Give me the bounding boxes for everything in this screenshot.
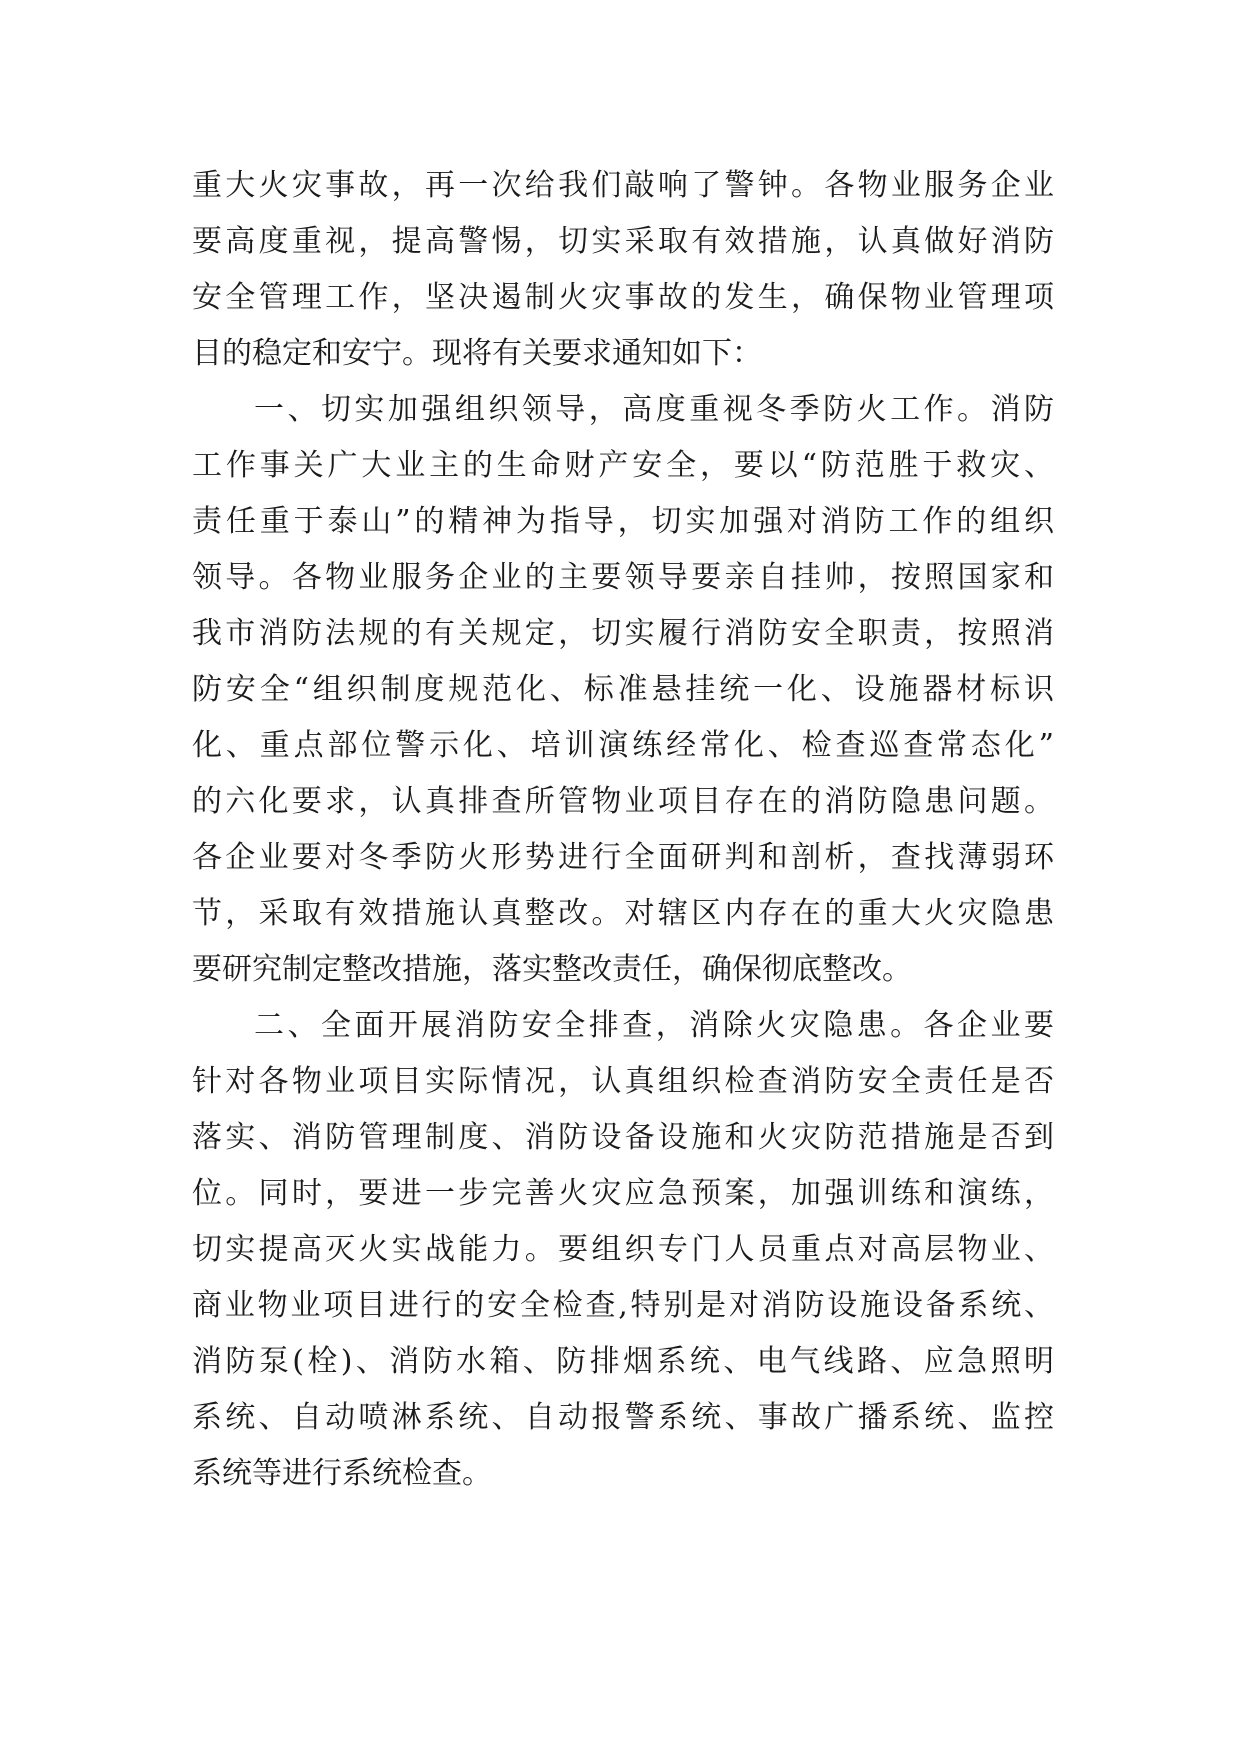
text-line: 系统、自动喷淋系统、自动报警系统、事故广播系统、监控	[192, 1400, 1054, 1435]
text-line: 的六化要求，认真排查所管物业项目存在的消防隐患问题。	[192, 784, 1054, 819]
paragraph-1-first-line: 一、切实加强组织领导，高度重视冬季防火工作。消防	[254, 392, 1054, 427]
text-line: 位。同时，要进一步完善火灾应急预案，加强训练和演练，	[192, 1176, 1054, 1211]
text-line: 消防泵(栓)、消防水箱、防排烟系统、电气线路、应急照明	[192, 1344, 1054, 1379]
text-line: 安全管理工作，坚决遏制火灾事故的发生，确保物业管理项	[192, 280, 1054, 315]
text-line: 针对各物业项目实际情况，认真组织检查消防安全责任是否	[192, 1064, 1054, 1099]
text-line: 节，采取有效措施认真整改。对辖区内存在的重大火灾隐患	[192, 896, 1054, 931]
paragraph-2-first-line: 二、全面开展消防安全排查，消除火灾隐患。各企业要	[254, 1008, 1054, 1043]
text-line: 领导。各物业服务企业的主要领导要亲自挂帅，按照国家和	[192, 560, 1054, 595]
text-line: 各企业要对冬季防火形势进行全面研判和剖析，查找薄弱环	[192, 840, 1054, 875]
text-line: 重大火灾事故，再一次给我们敲响了警钟。各物业服务企业	[192, 168, 1054, 203]
text-line: 目的稳定和安宁。现将有关要求通知如下：	[192, 336, 762, 371]
text-line: 防安全“组织制度规范化、标准悬挂统一化、设施器材标识	[192, 672, 1054, 707]
text-line: 责任重于泰山”的精神为指导，切实加强对消防工作的组织	[192, 504, 1054, 539]
text-line: 落实、消防管理制度、消防设备设施和火灾防范措施是否到	[192, 1120, 1054, 1155]
text-line: 系统等进行系统检查。	[192, 1456, 492, 1491]
text-line: 工作事关广大业主的生命财产安全，要以“防范胜于救灾、	[192, 448, 1054, 483]
document-body	[192, 158, 1054, 1502]
text-line: 要研究制定整改措施，落实整改责任，确保彻底整改。	[192, 952, 912, 987]
text-line: 切实提高灭火实战能力。要组织专门人员重点对高层物业、	[192, 1232, 1054, 1267]
text-line: 要高度重视，提高警惕，切实采取有效措施，认真做好消防	[192, 224, 1054, 259]
text-line: 我市消防法规的有关规定，切实履行消防安全职责，按照消	[192, 616, 1054, 651]
text-line: 商业物业项目进行的安全检查,特别是对消防设施设备系统、	[192, 1288, 1054, 1323]
text-line: 化、重点部位警示化、培训演练经常化、检查巡查常态化”	[192, 728, 1054, 763]
